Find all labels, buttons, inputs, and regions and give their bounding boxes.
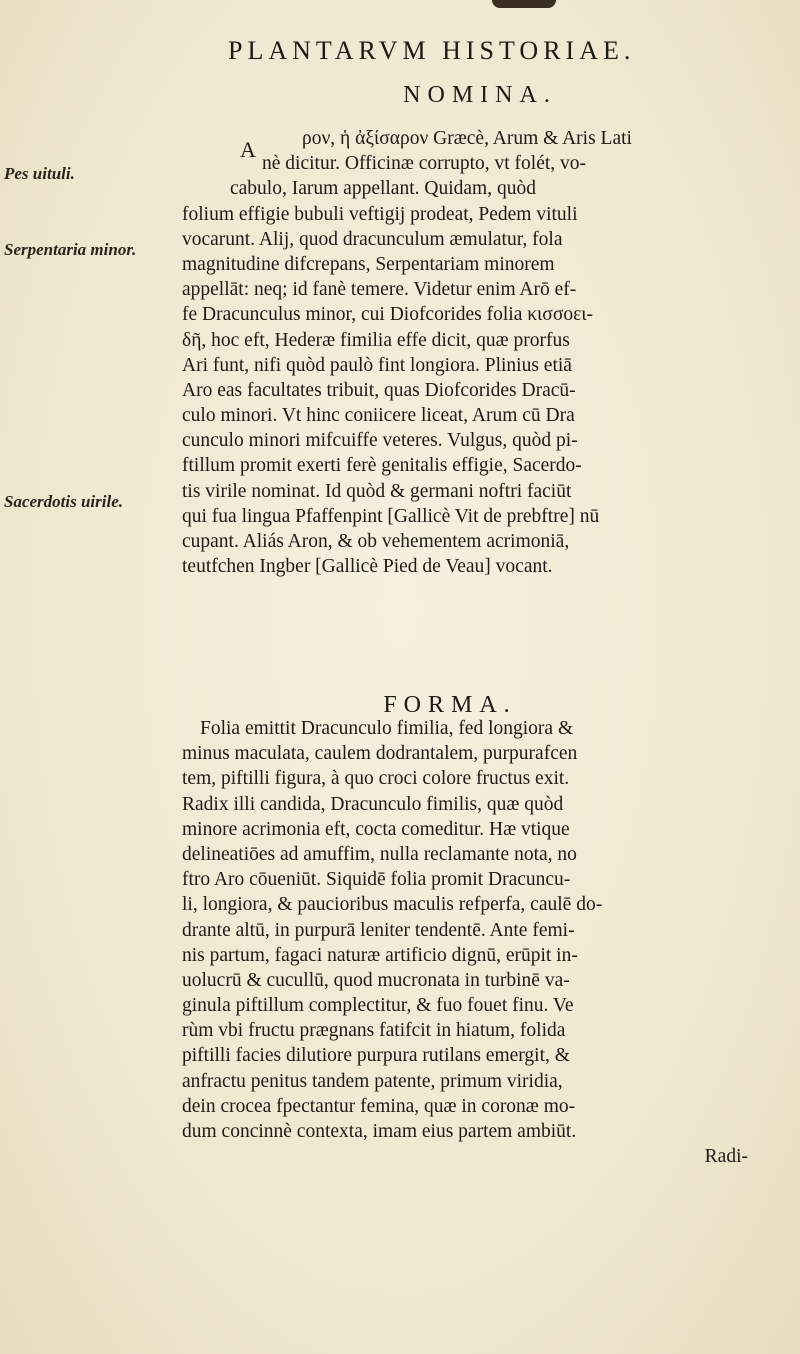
text-line: ρον, ἡ ἀξίσαρον Græcè, Arum & Aris Lati <box>302 128 632 149</box>
text-line: anfractu penitus tandem patente, primum viridia, <box>182 1070 563 1092</box>
text-line: uolucrū & cucullū, quod mucronata in turbinē va- <box>182 969 570 991</box>
margin-note-sacerdotis: Sacerdotis uirile. <box>4 492 124 511</box>
text-line: drante altū, in purpurā leniter tendentē. Ante femi- <box>182 919 575 941</box>
drop-capital: A <box>240 137 256 162</box>
text-line: appellāt: neq; id fanè temere. Videtur enim Arō ef- <box>182 279 577 301</box>
forma-paragraph <box>182 716 764 1169</box>
section-heading-forma: FORMA. <box>383 692 517 718</box>
text-line: vocarunt. Alij, quod dracunculum æmulatur, fola <box>182 228 563 250</box>
text-line: cabulo, Iarum appellant. Quidam, quòd <box>230 178 536 200</box>
text-line: tem, piftilli figura, à quo croci colore fructus exit. <box>182 768 570 790</box>
text-line: Radix illi candida, Dracunculo fimilis, quæ quòd <box>182 793 564 815</box>
text-line: piftilli facies dilutiore purpura rutilans emergit, & <box>182 1045 570 1067</box>
text-line: cunculo minori mifcuiffe veteres. Vulgus, quòd pi- <box>182 430 578 452</box>
text-line: delineatiōes ad amuffim, nulla reclamante nota, no <box>182 843 577 865</box>
text-line: minore acrimonia eft, cocta comeditur. Hæ vtique <box>182 818 570 840</box>
text-line: rùm vbi fructu prægnans fatifcit in hiatum, folida <box>182 1020 566 1042</box>
text-line: folium effigie bubuli veftigij prodeat, Pedem vituli <box>182 203 578 225</box>
text-line: δῆ, hoc eft, Hederæ fimilia effe dicit, quæ prorfus <box>182 329 570 351</box>
text-line: Aro eas facultates tribuit, quas Diofcorides Dracū- <box>182 379 576 401</box>
text-line: culo minori. Vt hinc coniicere liceat, Arum cū Dra <box>182 405 575 427</box>
running-head: PLANTARVM HISTORIAE. <box>228 36 636 65</box>
text-line: li, longiora, & paucioribus maculis refperfa, caulē do- <box>182 894 603 916</box>
text-line: nè dicitur. Officinæ corrupto, vt folét, vo- <box>262 153 587 175</box>
nomina-paragraph <box>182 126 764 579</box>
text-line: teutfchen Ingber [Gallicè Pied de Veau] vocant. <box>182 556 553 578</box>
margin-note-pes-uituli: Pes uituli. <box>4 164 75 183</box>
text-line: ftillum promit exerti ferè genitalis effigie, Sacerdo- <box>182 455 582 477</box>
text-line: ftro Aro cōueniūt. Siquidē folia promit Dracuncu- <box>182 869 571 891</box>
text-line: qui fua lingua Pfaffenpint [Gallicè Vit de prebftre] nū <box>182 505 600 527</box>
text-line: fe Dracunculus minor, cui Diofcorides folia κισσοει- <box>182 304 594 326</box>
text-line: minus maculata, caulem dodrantalem, purpurafcen <box>182 743 578 765</box>
text-line: Folia emittit Dracunculo fimilia, fed longiora & <box>200 718 574 739</box>
text-line: Ari funt, nifi quòd paulò fint longiora. Plinius etiā <box>182 354 572 376</box>
text-line: ginula piftillum complectitur, & fuo fouet finu. Ve <box>182 995 574 1017</box>
catchword: Radi- <box>704 1146 748 1168</box>
text-line: tis virile nominat. Id quòd & germani noftri faciūt <box>182 480 572 502</box>
text-line: nis partum, fagaci naturæ artificio dignū, erūpit in- <box>182 944 578 966</box>
margin-note-serpentaria: Serpentaria minor. <box>4 240 137 259</box>
text-line: dein crocea fpectantur femina, quæ in coronæ mo- <box>182 1095 576 1117</box>
text-line: dum concinnè contexta, imam eius partem ambiūt. <box>182 1121 577 1142</box>
text-line: magnitudine difcrepans, Serpentariam minorem <box>182 253 555 275</box>
section-heading-nomina: NOMINA. <box>403 82 557 108</box>
binding-mark <box>492 0 556 8</box>
text-line: cupant. Aliás Aron, & ob vehementem acrimoniā, <box>182 531 570 552</box>
